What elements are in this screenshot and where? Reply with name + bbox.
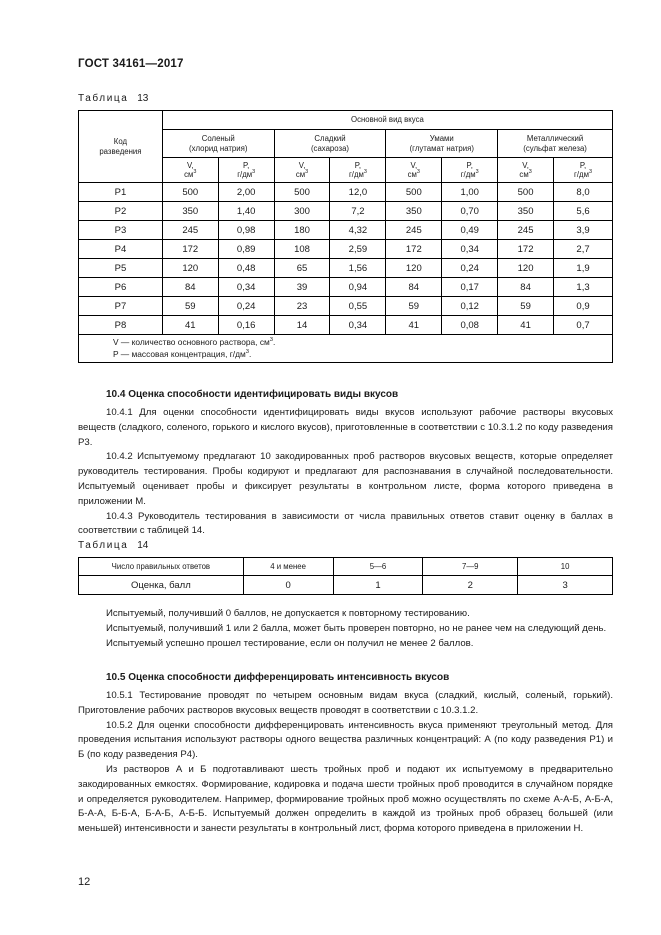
value-cell: 120	[386, 259, 442, 278]
header-cell: 4 и менее	[243, 558, 333, 576]
value-cell: 41	[386, 316, 442, 335]
value-cell: 0,12	[442, 297, 498, 316]
paragraph: 10.5.1 Тестирование проводят по четырем основным видам вкуса (сладкий, кислый, соленый, горький). Приготовление рабочих растворов вкусовых веществ проводят в соответствии с 10.3.1.2.	[78, 690, 613, 716]
value-cell: 84	[162, 278, 218, 297]
score-cell: 2	[423, 576, 518, 595]
value-cell: 172	[498, 240, 554, 259]
score-cell: 1	[333, 576, 423, 595]
table-14-header	[79, 558, 613, 576]
value-cell: 2,7	[554, 240, 613, 259]
value-cell: 12,0	[330, 183, 386, 202]
table-13-caption	[78, 93, 148, 104]
value-cell: 0,48	[218, 259, 274, 278]
value-cell: 2,59	[330, 240, 386, 259]
value-cell: 0,34	[442, 240, 498, 259]
value-cell: 172	[162, 240, 218, 259]
value-cell: 0,24	[442, 259, 498, 278]
taste-header-metallic: Металлический (сульфат железа)	[498, 130, 613, 158]
unit-header-cell: V, $см^3$	[162, 158, 218, 183]
value-cell: 65	[274, 259, 330, 278]
value-cell: 84	[386, 278, 442, 297]
table-13	[78, 110, 613, 363]
value-cell: 1,3	[554, 278, 613, 297]
unit-header-cell: P, $г/дм^3$	[218, 158, 274, 183]
value-cell: 350	[498, 202, 554, 221]
value-cell: 0,98	[218, 221, 274, 240]
header-cell: 10	[518, 558, 613, 576]
dilution-code-cell: P2	[79, 202, 163, 221]
table-row	[79, 221, 613, 240]
table-14-caption	[78, 540, 148, 551]
value-cell: 0,89	[218, 240, 274, 259]
value-cell: 500	[498, 183, 554, 202]
after-table-14-body	[78, 607, 613, 651]
paragraph: 10.5.2 Для оценки способности дифференцировать интенсивность вкуса применяют треугольный метод. Для проведения испытания используют растворы одного вещества различных концентраций: А (по коду разведения P1) и Б (по коду разведения P4).	[78, 719, 613, 761]
table-row	[79, 316, 613, 335]
value-cell: 108	[274, 240, 330, 259]
value-cell: 120	[162, 259, 218, 278]
dilution-code-cell: P3	[79, 221, 163, 240]
value-cell: 1,40	[218, 202, 274, 221]
page-number: 12	[78, 876, 91, 888]
unit-header-cell: V, $см^3$	[274, 158, 330, 183]
value-cell: 245	[162, 221, 218, 240]
header-cell: 7—9	[423, 558, 518, 576]
value-cell: 5,6	[554, 202, 613, 221]
value-cell: 0,55	[330, 297, 386, 316]
unit-header-cell: P, $г/дм^3$	[442, 158, 498, 183]
note-volume: V — количество основного раствора, $см^3$.	[113, 337, 276, 347]
section-10-5-body	[78, 689, 613, 837]
value-cell: 0,70	[442, 202, 498, 221]
dilution-code-cell: P1	[79, 183, 163, 202]
table-13-body	[79, 183, 613, 335]
table-caption-number: 13	[137, 93, 149, 104]
dilution-code-cell: P5	[79, 259, 163, 278]
value-cell: 3,9	[554, 221, 613, 240]
value-cell: 0,34	[218, 278, 274, 297]
dilution-code-cell: P8	[79, 316, 163, 335]
value-cell: 500	[386, 183, 442, 202]
table-row	[79, 183, 613, 202]
value-cell: 39	[274, 278, 330, 297]
paragraph: Из растворов А и Б подготавливают шесть тройных проб и подают их испытуемому в предварительно закодированных емкостях. Формирование, кодировка и подача шести тройных проб проводится в случайном порядке и определяется руководителем. Например, формирование тройных проб можно осуществлять по схеме А-А-Б, А-Б-А, Б-А-А, Б-Б-А, Б-А-Б, А-Б-Б. Испытуемый должен определить в каждой из тройных проб образец большей (или меньшей) интенсивности и занести результаты в контрольный лист, форма которого приведена в приложении Н.	[78, 763, 613, 835]
value-cell: 59	[386, 297, 442, 316]
value-cell: 7,2	[330, 202, 386, 221]
value-cell: 350	[162, 202, 218, 221]
table-14	[78, 557, 613, 595]
table-row	[79, 278, 613, 297]
section-10-5-heading: 10.5 Оценка способности дифференцировать интенсивность вкусов	[106, 672, 450, 683]
code-header: Код разведения	[79, 111, 163, 183]
value-cell: 4,32	[330, 221, 386, 240]
unit-header-cell: V, $см^3$	[498, 158, 554, 183]
value-cell: 172	[386, 240, 442, 259]
value-cell: 0,94	[330, 278, 386, 297]
paragraph: 10.4.2 Испытуемому предлагают 10 закодированных проб растворов вкусовых веществ, которые определяет руководитель тестирования. Пробы кодируют и предлагают для распознавания в случайной последовательности. Испытуемый оценивает пробы и фиксирует результаты в контрольном листе, форма которого приведена в приложении М.	[78, 451, 613, 507]
value-cell: 41	[498, 316, 554, 335]
table-row	[79, 297, 613, 316]
value-cell: 300	[274, 202, 330, 221]
value-cell: 59	[498, 297, 554, 316]
dilution-code-cell: P4	[79, 240, 163, 259]
table-13-notes	[79, 335, 613, 363]
value-cell: 0,08	[442, 316, 498, 335]
paragraph: Испытуемый, получивший 0 баллов, не допускается к повторному тестированию.	[106, 608, 470, 619]
value-cell: 120	[498, 259, 554, 278]
value-cell: 0,49	[442, 221, 498, 240]
value-cell: 245	[498, 221, 554, 240]
dilution-code-cell: P6	[79, 278, 163, 297]
standard-designation: ГОСТ 34161—2017	[78, 58, 184, 70]
table-row	[79, 202, 613, 221]
value-cell: 0,24	[218, 297, 274, 316]
row-label: Оценка, балл	[79, 576, 244, 595]
main-taste-header: Основной вид вкуса	[162, 111, 612, 130]
table-caption-word: Таблица	[78, 93, 129, 104]
value-cell: 1,9	[554, 259, 613, 278]
score-cell: 0	[243, 576, 333, 595]
table-caption-word: Таблица	[78, 540, 129, 551]
value-cell: 0,9	[554, 297, 613, 316]
table-row	[79, 259, 613, 278]
value-cell: 2,00	[218, 183, 274, 202]
table-row	[79, 240, 613, 259]
value-cell: 8,0	[554, 183, 613, 202]
taste-header-umami: Умами (глутамат натрия)	[386, 130, 498, 158]
unit-header-cell: P, $г/дм^3$	[330, 158, 386, 183]
value-cell: 14	[274, 316, 330, 335]
value-cell: 59	[162, 297, 218, 316]
value-cell: 0,34	[330, 316, 386, 335]
unit-header-cell: P, $г/дм^3$	[554, 158, 613, 183]
unit-header-cell: V, $см^3$	[386, 158, 442, 183]
paragraph: Испытуемый успешно прошел тестирование, если он получил не менее 2 баллов.	[106, 637, 474, 649]
value-cell: 0,16	[218, 316, 274, 335]
value-cell: 350	[386, 202, 442, 221]
section-10-4-heading: 10.4 Оценка способности идентифицировать виды вкусов	[106, 389, 399, 400]
taste-header-sweet: Сладкий (сахароза)	[274, 130, 386, 158]
value-cell: 0,17	[442, 278, 498, 297]
value-cell: 0,7	[554, 316, 613, 335]
value-cell: 245	[386, 221, 442, 240]
dilution-code-cell: P7	[79, 297, 163, 316]
value-cell: 84	[498, 278, 554, 297]
value-cell: 41	[162, 316, 218, 335]
value-cell: 1,56	[330, 259, 386, 278]
paragraph: 10.4.3 Руководитель тестирования в зависимости от числа правильных ответов ставит оценку в баллах в соответствии с таблицей 14.	[78, 510, 613, 537]
paragraph: 10.4.1 Для оценки способности идентифицировать виды вкусов используют рабочие растворы вкусовых веществ (сладкого, соленого, горького и кислого вкусов), приготовленные в соответствии с 10.3.1.2 по коду разведения P3.	[78, 407, 613, 448]
section-10-4-body	[78, 406, 613, 539]
value-cell: 180	[274, 221, 330, 240]
paragraph: Испытуемый, получивший 1 или 2 балла, может быть проверен повторно, но не ранее чем на следующий день.	[106, 622, 607, 634]
value-cell: 500	[162, 183, 218, 202]
value-cell: 1,00	[442, 183, 498, 202]
header-cell: Число правильных ответов	[79, 558, 244, 576]
table-14-row	[79, 576, 613, 595]
note-concentration: P — массовая концентрация, $г/дм^3$.	[113, 348, 252, 359]
taste-header-salty: Соленый (хлорид натрия)	[162, 130, 274, 158]
value-cell: 23	[274, 297, 330, 316]
score-cell: 3	[518, 576, 613, 595]
table-caption-number: 14	[137, 540, 149, 551]
value-cell: 500	[274, 183, 330, 202]
header-cell: 5—6	[333, 558, 423, 576]
